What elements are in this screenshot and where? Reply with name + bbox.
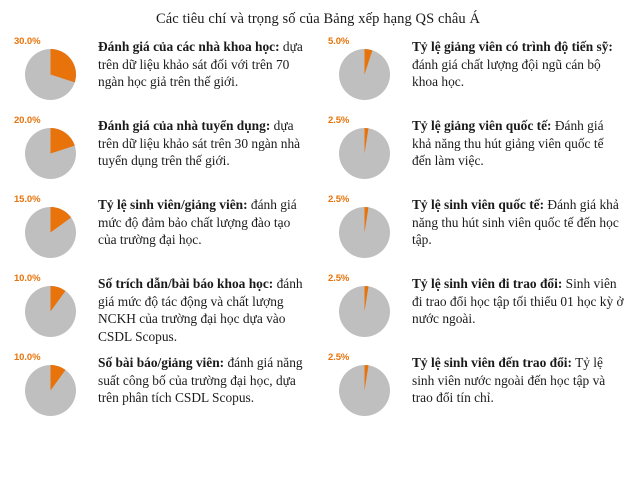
criterion-detail: dựa trên dữ liệu khảo sát đối với trên 70 ngàn học giả trên thế giới. bbox=[98, 39, 303, 90]
criterion-detail: đánh giá chất lượng đội ngũ cán bộ khoa học. bbox=[412, 56, 601, 90]
pie-chart-icon bbox=[24, 48, 98, 101]
criterion-name: Tỷ lệ sinh viên/giảng viên: bbox=[98, 197, 248, 212]
pie-chart-icon bbox=[24, 127, 98, 180]
criteria-column-right bbox=[318, 34, 632, 429]
criterion-detail: dựa trên dữ liệu khảo sát trên 30 ngàn nhà tuyển dụng trên thế giới. bbox=[98, 118, 301, 169]
criterion-row bbox=[318, 350, 632, 429]
criterion-chart bbox=[318, 192, 412, 259]
page-title: Các tiêu chí và trọng số của Bảng xếp hạng QS châu Á bbox=[155, 11, 481, 27]
criterion-name: Đánh giá của các nhà khoa học: bbox=[98, 39, 280, 54]
criterion-row bbox=[4, 34, 318, 113]
pie-chart-icon bbox=[338, 48, 412, 101]
criterion-row bbox=[4, 192, 318, 271]
criterion-description bbox=[98, 192, 318, 249]
criterion-row bbox=[318, 192, 632, 271]
criterion-description bbox=[412, 192, 632, 249]
criterion-chart bbox=[318, 271, 412, 338]
criteria-columns bbox=[0, 34, 636, 429]
criterion-chart bbox=[318, 34, 412, 101]
weight-percent-label: 20.0% bbox=[14, 115, 41, 126]
criterion-row bbox=[318, 113, 632, 192]
criterion-description bbox=[412, 113, 632, 170]
criterion-name: Tỷ lệ sinh viên đến trao đổi: bbox=[412, 355, 572, 370]
criterion-detail: đánh giá mức độ đảm bảo chất lượng đào tạo của trường đại học. bbox=[98, 197, 297, 248]
criterion-name: Tỷ lệ sinh viên đi trao đổi: bbox=[412, 276, 563, 291]
criterion-name: Tỷ lệ giảng viên có trình độ tiến sỹ: bbox=[412, 39, 613, 54]
criterion-row bbox=[4, 350, 318, 429]
criterion-detail: Đánh giá khả năng thu hút giảng viên quốc tế đến làm việc. bbox=[412, 118, 604, 169]
weight-percent-label: 2.5% bbox=[328, 115, 350, 126]
pie-chart-icon bbox=[338, 206, 412, 259]
weight-percent-label: 10.0% bbox=[14, 352, 41, 363]
criterion-description bbox=[98, 350, 318, 407]
criterion-row bbox=[4, 113, 318, 192]
criterion-name: Số bài báo/giảng viên: bbox=[98, 355, 225, 370]
pie-chart-icon bbox=[338, 127, 412, 180]
criterion-detail: Đánh giá khả năng thu hút sinh viên quốc tế đến học tập. bbox=[412, 197, 619, 248]
criterion-description bbox=[412, 271, 632, 328]
criterion-row bbox=[4, 271, 318, 350]
weight-percent-label: 2.5% bbox=[328, 352, 350, 363]
criterion-detail: Sinh viên đi trao đổi học tập tối thiểu 01 học kỳ ở nước ngoài. bbox=[412, 276, 624, 327]
criterion-description bbox=[412, 350, 632, 407]
pie-chart-icon bbox=[338, 285, 412, 338]
criterion-detail: Tỷ lệ sinh viên nước ngoài đến học tập và trao đổi tín chỉ. bbox=[412, 355, 606, 406]
criterion-description bbox=[98, 34, 318, 91]
criterion-chart bbox=[4, 192, 98, 259]
weight-percent-label: 2.5% bbox=[328, 273, 350, 284]
criterion-row bbox=[318, 271, 632, 350]
criterion-chart bbox=[4, 350, 98, 417]
criterion-detail: đánh giá năng suất công bố của trường đại học, dựa trên phân tích CSDL Scopus. bbox=[98, 355, 303, 406]
pie-chart-icon bbox=[24, 206, 98, 259]
criterion-chart bbox=[318, 350, 412, 417]
criterion-chart bbox=[4, 113, 98, 180]
criterion-chart bbox=[318, 113, 412, 180]
criterion-description bbox=[98, 113, 318, 170]
criterion-name: Tỷ lệ sinh viên quốc tế: bbox=[412, 197, 545, 212]
weight-percent-label: 5.0% bbox=[328, 36, 350, 47]
criterion-name: Số trích dẫn/bài báo khoa học: bbox=[98, 276, 274, 291]
weight-percent-label: 10.0% bbox=[14, 273, 41, 284]
criterion-description bbox=[98, 271, 318, 345]
weight-percent-label: 2.5% bbox=[328, 194, 350, 205]
criterion-description bbox=[412, 34, 632, 91]
criterion-chart bbox=[4, 271, 98, 338]
criterion-name: Đánh giá của nhà tuyển dụng: bbox=[98, 118, 271, 133]
pie-chart-icon bbox=[24, 285, 98, 338]
pie-chart-icon bbox=[338, 364, 412, 417]
criterion-chart bbox=[4, 34, 98, 101]
criterion-row bbox=[318, 34, 632, 113]
pie-chart-icon bbox=[24, 364, 98, 417]
weight-percent-label: 15.0% bbox=[14, 194, 41, 205]
criteria-column-left bbox=[4, 34, 318, 429]
criterion-detail: đánh giá mức độ tác động và chất lượng NCKH của trường đại học dựa vào CSDL Scopus. bbox=[98, 276, 303, 344]
criterion-name: Tỷ lệ giảng viên quốc tế: bbox=[412, 118, 552, 133]
weight-percent-label: 30.0% bbox=[14, 36, 41, 47]
